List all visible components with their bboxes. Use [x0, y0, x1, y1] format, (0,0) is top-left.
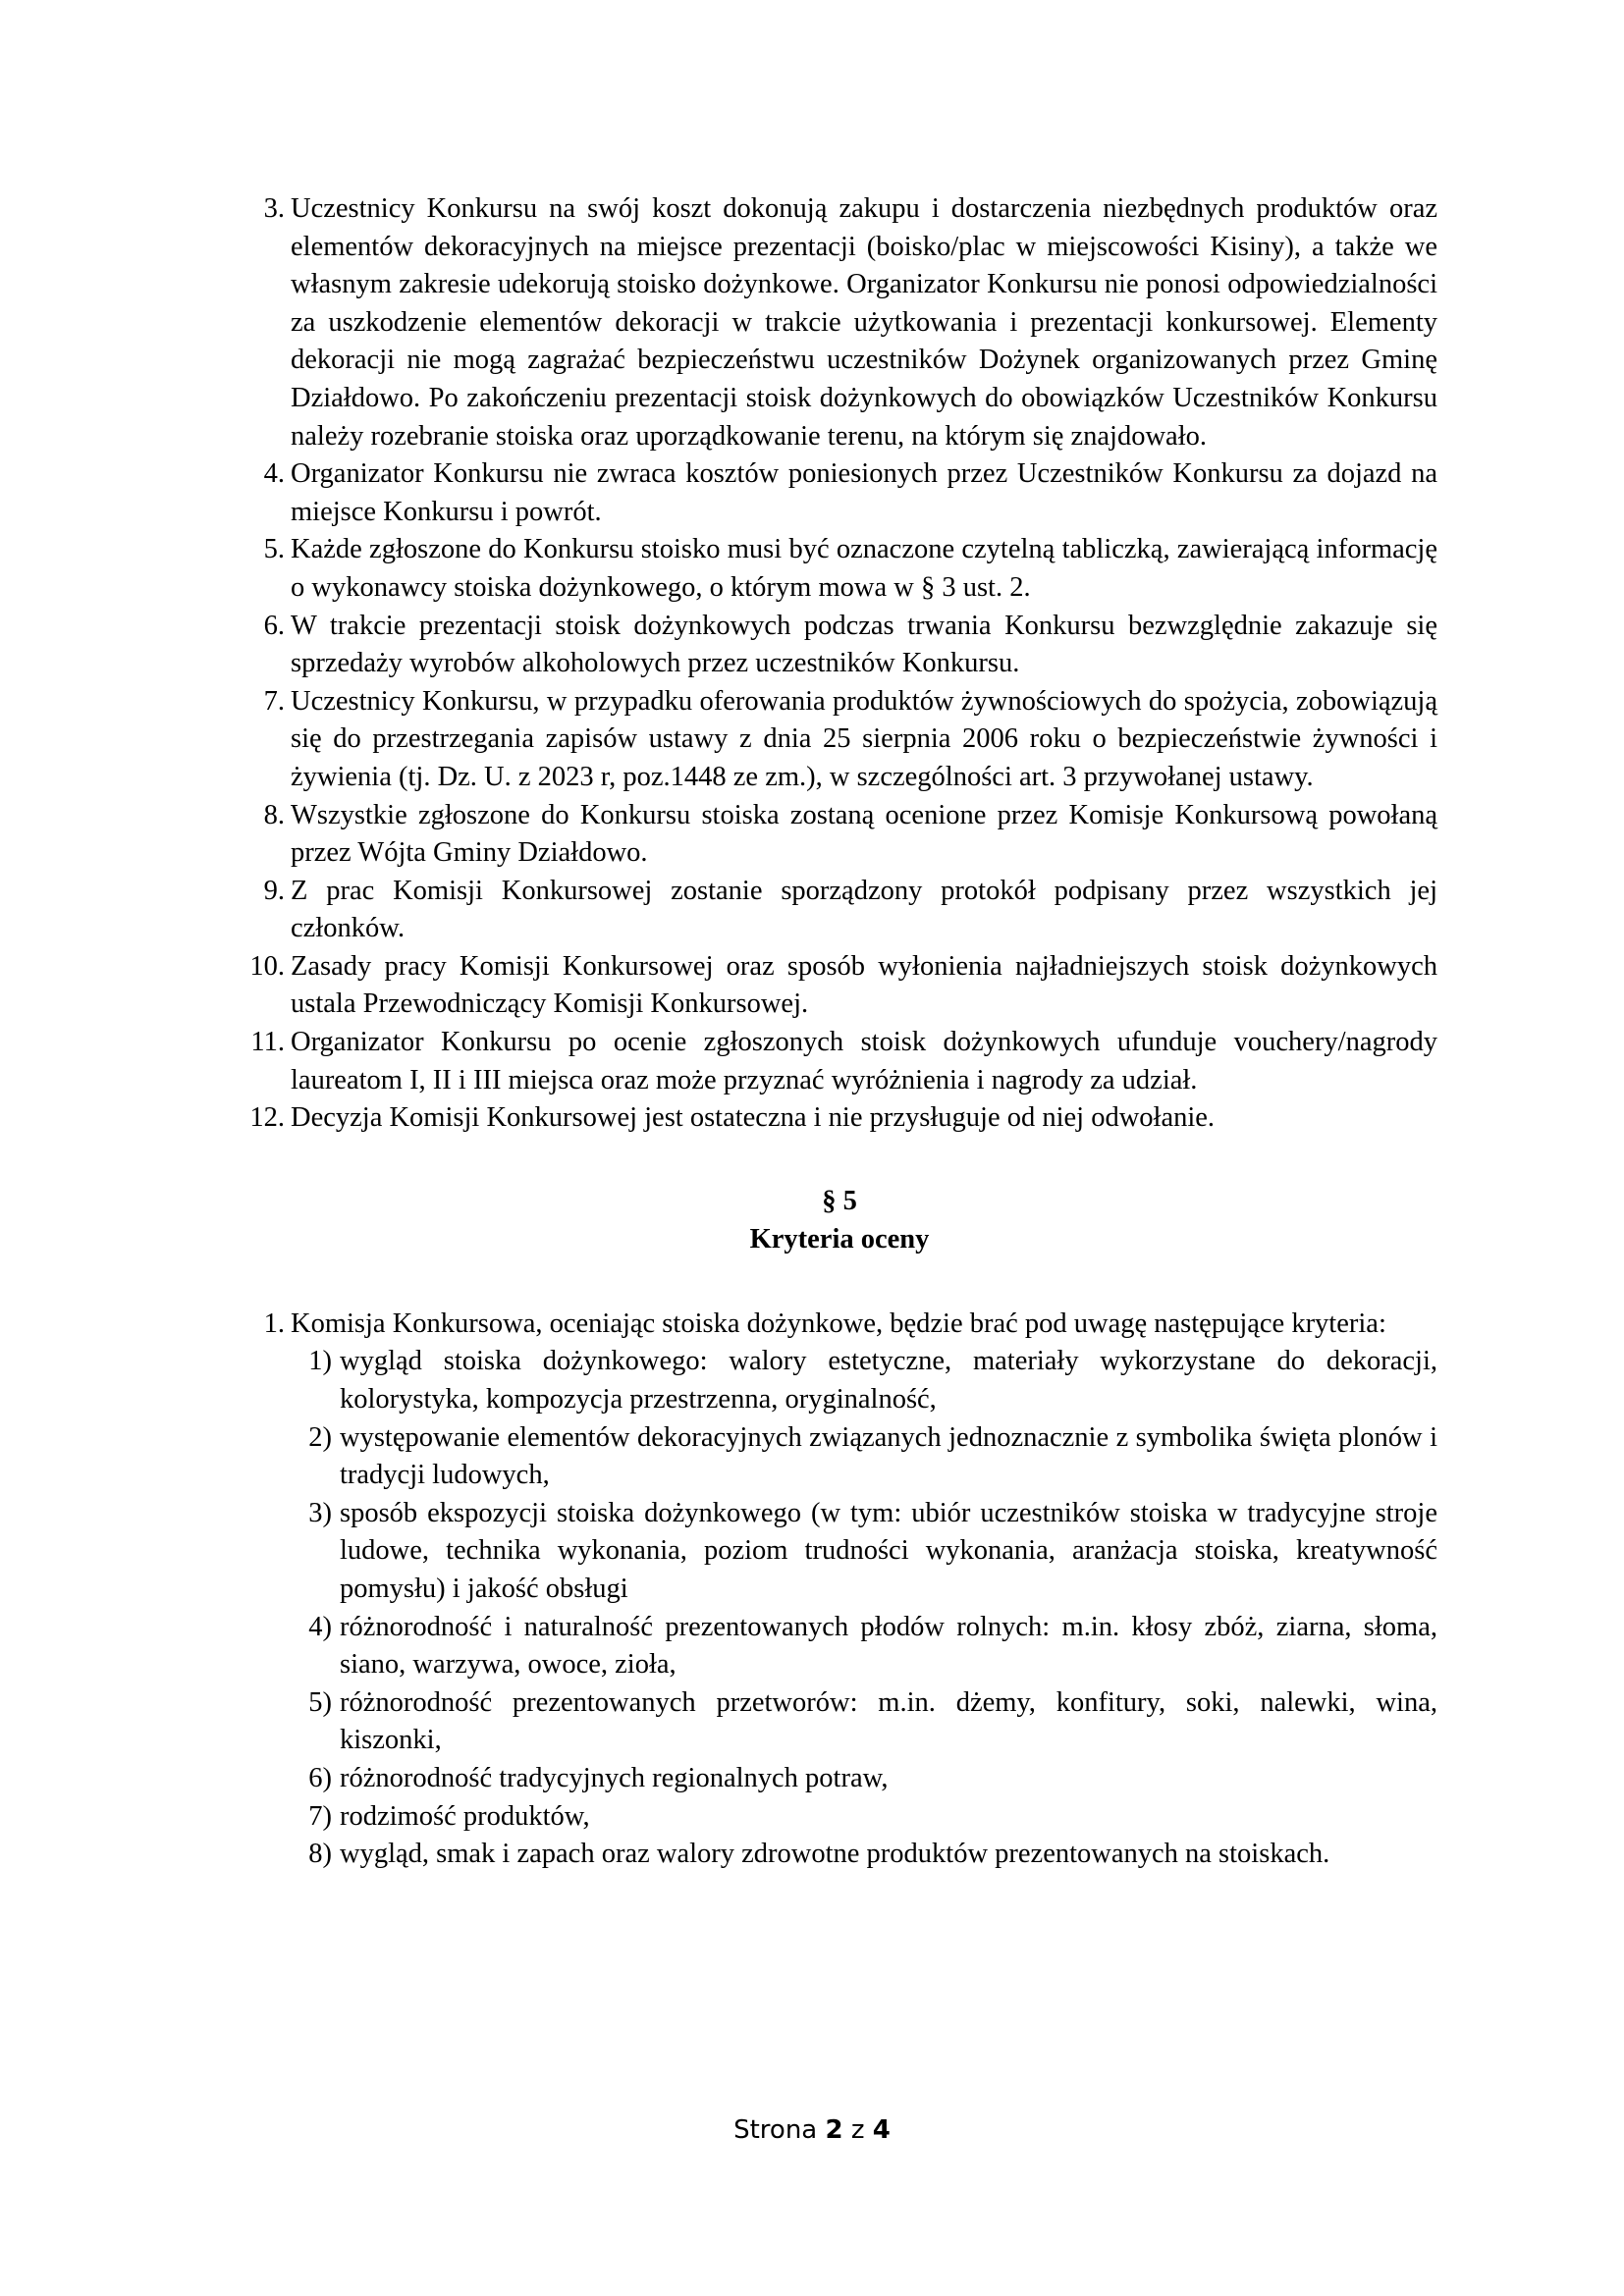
page-total: 4: [872, 2115, 891, 2145]
sub-item-text: sposób ekspozycji stoiska dożynkowego (w tym: ubiór uczestników stoiska w tradycyjne stroje ludowe, technika wykonania, poziom trudności wykonania, aranżacja stoiska, kreatywność pomysłu) i jakość obsługi: [340, 1497, 1437, 1604]
list-item: [242, 1306, 1437, 1344]
item-number: 12.: [249, 1102, 285, 1134]
item-number: 11.: [250, 1027, 285, 1058]
list-item: [242, 873, 1437, 948]
page-label: Strona: [733, 2115, 818, 2145]
section-heading: [242, 1182, 1437, 1258]
item-text: Organizator Konkursu po ocenie zgłoszonych stoisk dożynkowych ufunduje vouchery/nagrody laureatom I, II i III miejsca oraz może przyznać wyróżnienia i nagrody za udział.: [291, 1027, 1437, 1095]
item-number: 9.: [263, 875, 285, 906]
sub-list-item: [242, 1836, 1437, 1874]
page-separator: z: [850, 2115, 865, 2145]
sub-list-item: [242, 1760, 1437, 1798]
item-number: 10.: [249, 950, 285, 982]
sub-item-number: 4): [308, 1611, 332, 1642]
sub-item-text: wygląd stoiska dożynkowego: walory estetyczne, materiały wykorzystane do dekoracji, kolorystyka, kompozycja przestrzenna, oryginalność,: [340, 1346, 1437, 1415]
sub-item-text: wygląd, smak i zapach oraz walory zdrowotne produktów prezentowanych na stoiskach.: [340, 1839, 1330, 1870]
regulation-list: [242, 190, 1437, 1138]
list-item: [242, 608, 1437, 683]
item-number: 1.: [263, 1308, 285, 1339]
list-item: [242, 455, 1437, 531]
sub-item-number: 7): [308, 1800, 332, 1832]
sub-item-text: różnorodność i naturalność prezentowanych płodów rolnych: m.in. kłosy zbóż, ziarna, słoma, siano, warzywa, owoce, zioła,: [340, 1611, 1437, 1681]
sub-list-item: [242, 1684, 1437, 1760]
list-item: [242, 797, 1437, 873]
sub-item-text: rodzimość produktów,: [340, 1800, 590, 1832]
list-item: [242, 1024, 1437, 1099]
item-text: W trakcie prezentacji stoisk dożynkowych podczas trwania Konkursu bezwzględnie zakazuje się sprzedaży wyrobów alkoholowych przez uczestników Konkursu.: [291, 610, 1437, 679]
item-number: 7.: [263, 685, 285, 717]
item-text: Uczestnicy Konkursu na swój koszt dokonują zakupu i dostarczenia niezbędnych produktów oraz elementów dekoracyjnych na miejsce prezentacji (boisko/plac w miejscowości Kisiny), a także we własnym zakresie udekorują stoisko dożynkowe. Organizator Konkursu nie ponosi odpowiedzialności za uszkodzenie elementów dekoracji w trakcie użytkowania i prezentacji konkursowej. Elementy dekoracji nie mogą zagrażać bezpieczeństwu uczestników Dożynek organizowanych przez Gminę Działdowo. Po zakończeniu prezentacji stoisk dożynkowych do obowiązków Uczestników Konkursu należy rozebranie stoiska oraz uporządkowanie terenu, na którym się znajdowało.: [291, 193, 1437, 452]
item-text: Zasady pracy Komisji Konkursowej oraz sposób wyłonienia najładniejszych stoisk dożynkowych ustala Przewodniczący Komisji Konkursowej.: [291, 950, 1437, 1020]
list-item: [242, 683, 1437, 797]
list-item: [242, 948, 1437, 1024]
item-number: 4.: [263, 458, 285, 490]
sub-list-item: [242, 1495, 1437, 1609]
document-body: [242, 190, 1437, 1874]
sub-item-number: 5): [308, 1686, 332, 1718]
item-text: Z prac Komisji Konkursowej zostanie sporządzony protokół podpisany przez wszystkich jej członków.: [291, 875, 1437, 944]
item-text: Decyzja Komisji Konkursowej jest ostateczna i nie przysługuje od niej odwołanie.: [291, 1102, 1216, 1134]
item-text: Każde zgłoszone do Konkursu stoisko musi być oznaczone czytelną tabliczką, zawierającą informację o wykonawcy stoiska dożynkowego, o którym mowa w § 3 ust. 2.: [291, 534, 1437, 603]
item-number: 5.: [263, 534, 285, 565]
sub-list-item: [242, 1419, 1437, 1495]
sub-list-item: [242, 1609, 1437, 1684]
sub-item-text: różnorodność tradycyjnych regionalnych potraw,: [340, 1762, 889, 1793]
section-title: Kryteria oceny: [749, 1223, 930, 1255]
criteria-sublist: [242, 1343, 1437, 1873]
sub-item-number: 6): [308, 1762, 332, 1793]
sub-list-item: [242, 1798, 1437, 1837]
sub-item-text: występowanie elementów dekoracyjnych związanych jednoznacznie z symbolika święta plonów i tradycji ludowych,: [340, 1421, 1437, 1491]
list-item: [242, 190, 1437, 455]
sub-item-number: 1): [308, 1346, 332, 1377]
list-item: [242, 1099, 1437, 1138]
sub-item-number: 8): [308, 1839, 332, 1870]
item-number: 8.: [263, 799, 285, 830]
sub-item-number: 2): [308, 1421, 332, 1453]
item-number: 3.: [263, 193, 285, 224]
page-current: 2: [825, 2115, 843, 2145]
item-text: Organizator Konkursu nie zwraca kosztów poniesionych przez Uczestników Konkursu za dojazd na miejsce Konkursu i powrót.: [291, 458, 1437, 527]
item-text: Komisja Konkursowa, oceniając stoiska dożynkowe, będzie brać pod uwagę następujące kryteria:: [291, 1308, 1386, 1339]
sub-item-number: 3): [308, 1497, 332, 1528]
item-number: 6.: [263, 610, 285, 641]
sub-list-item: [242, 1343, 1437, 1418]
item-text: Wszystkie zgłoszone do Konkursu stoiska zostaną ocenione przez Komisje Konkursową powołaną przez Wójta Gminy Działdowo.: [291, 799, 1437, 869]
page-footer: [0, 2115, 1624, 2145]
list-item: [242, 531, 1437, 607]
criteria-list: [242, 1306, 1437, 1344]
sub-item-text: różnorodność prezentowanych przetworów: m.in. dżemy, konfitury, soki, nalewki, wina, kiszonki,: [340, 1686, 1437, 1756]
item-text: Uczestnicy Konkursu, w przypadku oferowania produktów żywnościowych do spożycia, zobowiązują się do przestrzegania zapisów ustawy z dnia 25 sierpnia 2006 roku o bezpieczeństwie żywności i żywienia (tj. Dz. U. z 2023 r, poz.1448 ze zm.), w szczególności art. 3 przywołanej ustawy.: [291, 685, 1437, 792]
paragraph-number: § 5: [822, 1185, 857, 1216]
